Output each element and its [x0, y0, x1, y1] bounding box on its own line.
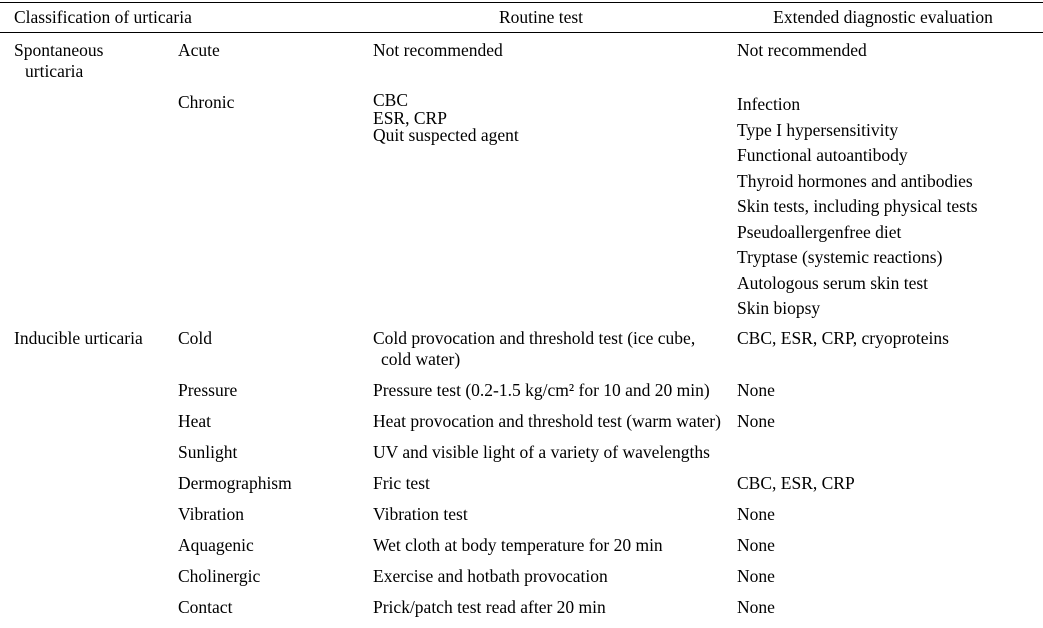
routine-test-cell	[359, 92, 723, 328]
table-row	[0, 504, 1043, 535]
table-row	[0, 411, 1043, 442]
subtype-cell: Vibration	[178, 503, 245, 524]
table-body	[0, 33, 1043, 628]
list-line: Infection	[737, 94, 801, 114]
classification-cell	[0, 380, 164, 411]
subtype-cell: Aquagenic	[178, 534, 254, 555]
extended-evaluation-cell: None	[737, 379, 775, 400]
list-line: Functional autoantibody	[737, 145, 908, 165]
routine-test-cell: UV and visible light of a variety of wavelengths	[373, 441, 710, 462]
routine-test-cell: Heat provocation and threshold test (warm water)	[373, 410, 721, 431]
extended-evaluation-cell: Not recommended	[737, 40, 867, 60]
subtype-cell: Contact	[178, 596, 233, 617]
routine-test-cell: Pressure test (0.2-1.5 kg/cm² for 10 and 20 min)	[373, 379, 710, 400]
table-row	[0, 92, 1043, 328]
extended-evaluation-cell: None	[737, 410, 775, 431]
list-line: ESR, CRP	[373, 107, 447, 128]
extended-evaluation-cell	[723, 92, 1043, 328]
subtype-cell: Cold	[178, 327, 213, 348]
column-header-extended-evaluation: Extended diagnostic evaluation	[773, 7, 993, 27]
extended-evaluation-cell: None	[737, 596, 775, 617]
list-line: Autologous serum skin test	[737, 272, 929, 293]
list-line: Pseudoallergenfree diet	[737, 221, 902, 242]
extended-evaluation-cell: CBC, ESR, CRP, cryoproteins	[737, 327, 949, 348]
table-row	[0, 40, 1043, 92]
classification-cell	[0, 504, 164, 535]
urticaria-diagnostics-table	[0, 2, 1043, 628]
column-header-classification: Classification of urticaria	[14, 7, 192, 27]
routine-test-cell: Fric test	[373, 472, 430, 493]
extended-evaluation-cell: CBC, ESR, CRP	[737, 472, 855, 493]
classification-cell	[0, 442, 164, 473]
classification-cell	[0, 92, 164, 328]
paper-page	[0, 2, 1043, 617]
table-row	[0, 473, 1043, 504]
table-row	[0, 442, 1043, 473]
table-row	[0, 380, 1043, 411]
table-header-row	[0, 3, 1043, 33]
routine-test-cell: Wet cloth at body temperature for 20 min	[373, 534, 663, 555]
list-line: Type I hypersensitivity	[737, 119, 899, 140]
extended-evaluation-cell: None	[737, 565, 775, 586]
extended-evaluation-cell	[723, 442, 1043, 473]
routine-test-cell: Vibration test	[373, 503, 468, 524]
subtype-cell: Sunlight	[178, 441, 238, 462]
list-line: Quit suspected agent	[373, 125, 519, 145]
subtype-cell: Cholinergic	[178, 565, 261, 586]
routine-test-cell: Not recommended	[373, 40, 503, 60]
table-row	[0, 535, 1043, 566]
classification-cell	[0, 566, 164, 597]
table-row	[0, 566, 1043, 597]
subtype-cell: Heat	[178, 410, 212, 431]
column-header-routine-test: Routine test	[498, 7, 584, 27]
extended-evaluation-cell: None	[737, 534, 775, 555]
subtype-cell: Pressure	[178, 379, 238, 400]
routine-test-cell: Cold provocation and threshold test (ice cube, cold water)	[373, 327, 696, 369]
table-row	[0, 328, 1043, 380]
classification-cell: Inducible urticaria	[14, 327, 143, 348]
list-line: Skin biopsy	[737, 298, 821, 318]
classification-cell	[0, 473, 164, 504]
subtype-cell: Acute	[178, 40, 220, 60]
subtype-cell: Chronic	[178, 92, 235, 112]
classification-cell: Spontaneous urticaria	[14, 40, 104, 81]
list-line: Tryptase (systemic reactions)	[737, 247, 943, 267]
classification-cell	[0, 597, 164, 628]
subtype-cell: Dermographism	[178, 472, 292, 493]
table-row	[0, 597, 1043, 628]
classification-cell	[0, 535, 164, 566]
list-line: Skin tests, including physical tests	[737, 196, 978, 216]
extended-evaluation-cell: None	[737, 503, 775, 524]
list-line: CBC	[373, 90, 409, 110]
list-line: Thyroid hormones and antibodies	[737, 170, 973, 191]
routine-test-cell: Prick/patch test read after 20 min	[373, 596, 606, 617]
routine-test-cell: Exercise and hotbath provocation	[373, 565, 608, 586]
classification-cell	[0, 411, 164, 442]
